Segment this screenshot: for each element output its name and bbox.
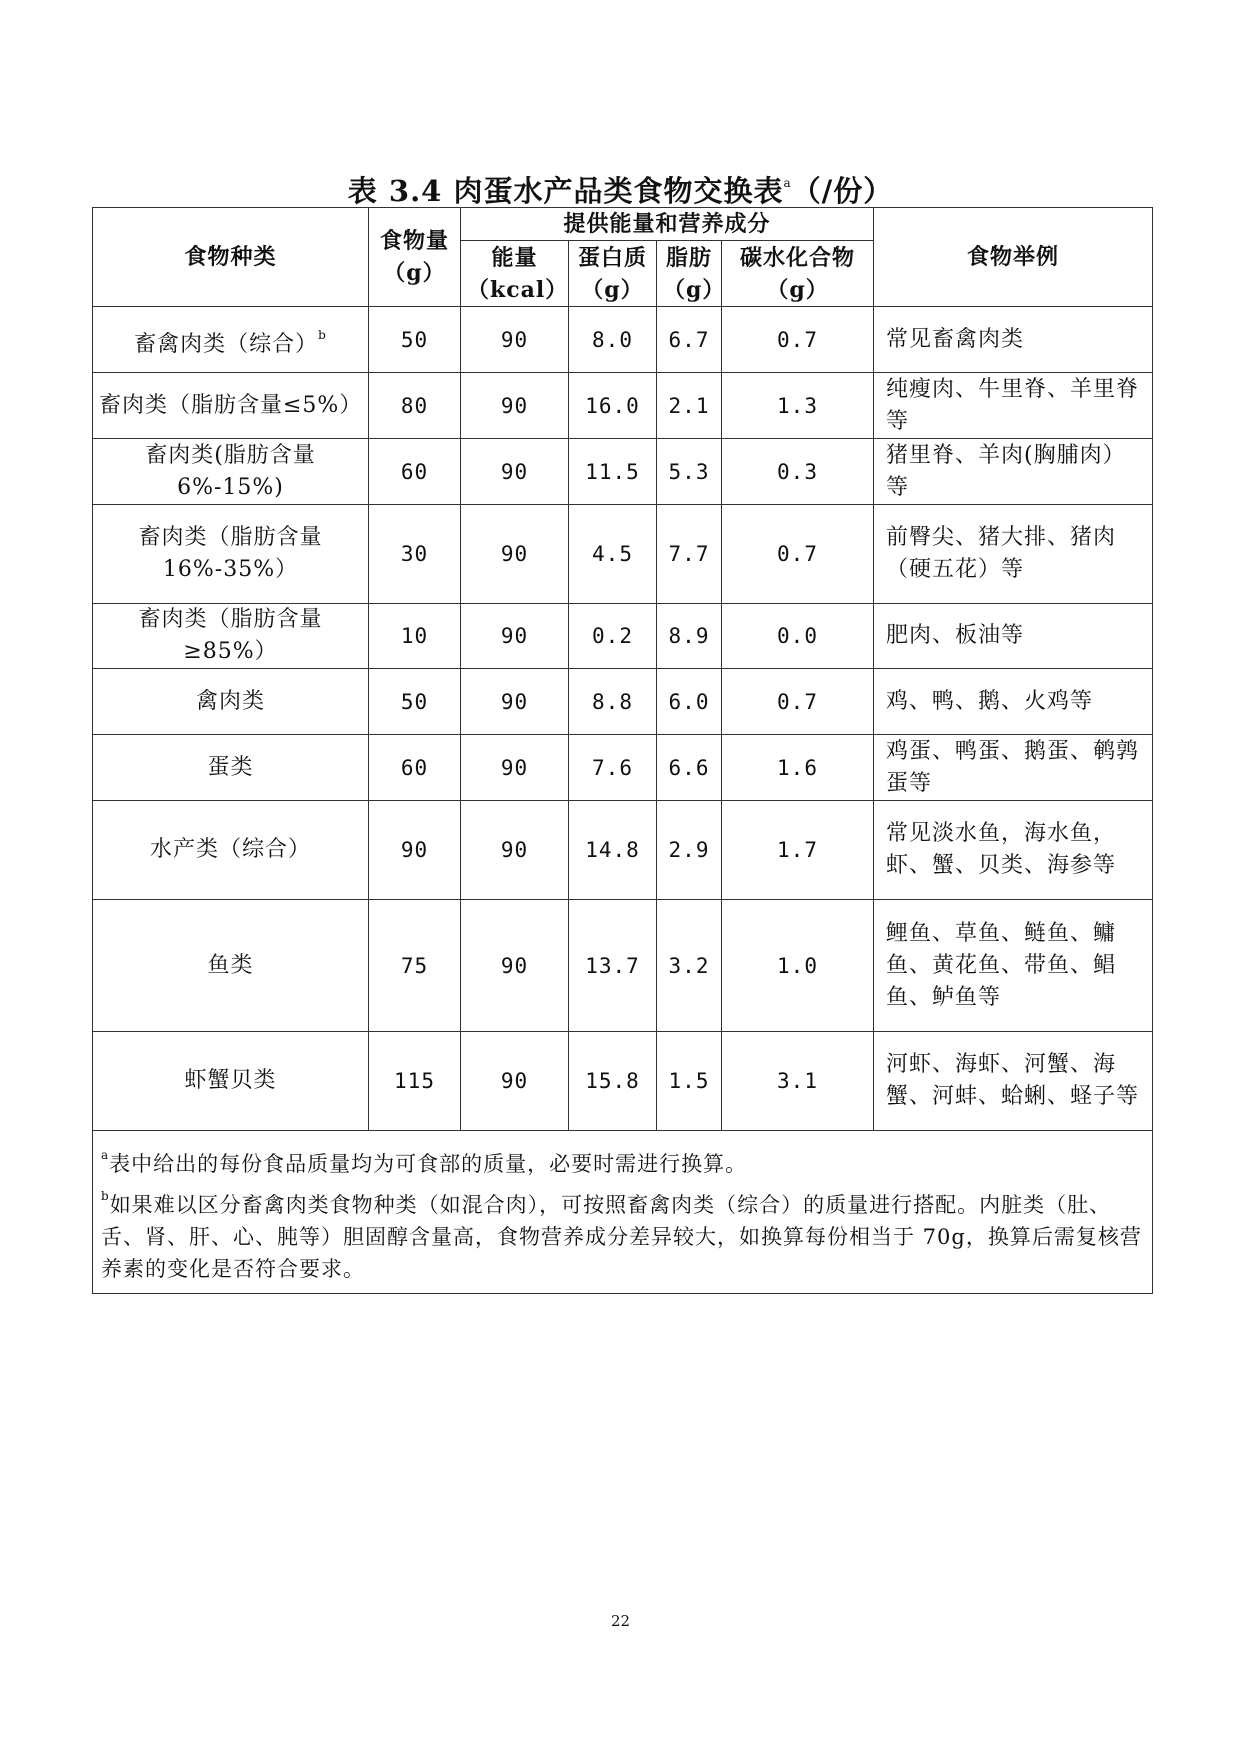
protein-cell: 13.7	[569, 900, 657, 1032]
header-carb-unit: （g）	[766, 276, 829, 303]
note-a	[101, 1139, 1142, 1180]
header-energy-label: 能量	[491, 244, 538, 271]
table-row	[93, 801, 1153, 900]
note-b-text: 如果难以区分畜禽肉类食物种类（如混合肉），可按照畜禽肉类（综合）的质量进行搭配。内脏类（肚、舌、肾、肝、心、肫等）胆固醇含量高，食物营养成分差异较大，如换算每份相当于 70g，换算后需复核营养素的变化是否符合要求。	[101, 1193, 1142, 1281]
examples-cell: 纯瘦肉、牛里脊、羊里脊等	[874, 373, 1153, 439]
fat-cell: 2.1	[657, 373, 722, 439]
carb-cell: 1.3	[722, 373, 874, 439]
examples-cell: 常见畜禽肉类	[874, 307, 1153, 373]
food-type-cell: 虾蟹贝类	[93, 1032, 369, 1131]
fat-cell: 8.9	[657, 604, 722, 669]
carb-cell: 1.7	[722, 801, 874, 900]
carb-cell: 3.1	[722, 1032, 874, 1131]
carb-cell: 0.0	[722, 604, 874, 669]
fat-cell: 3.2	[657, 900, 722, 1032]
amount-cell: 50	[369, 307, 461, 373]
fat-cell: 5.3	[657, 439, 722, 505]
fat-cell: 7.7	[657, 505, 722, 604]
protein-cell: 0.2	[569, 604, 657, 669]
examples-cell: 鸡、鸭、鹅、火鸡等	[874, 669, 1153, 735]
amount-cell: 10	[369, 604, 461, 669]
protein-cell: 4.5	[569, 505, 657, 604]
amount-cell: 90	[369, 801, 461, 900]
protein-cell: 7.6	[569, 735, 657, 801]
examples-cell: 猪里脊、羊肉(胸脯肉）等	[874, 439, 1153, 505]
header-protein	[569, 241, 657, 307]
header-protein-label: 蛋白质	[577, 244, 647, 271]
header-food-type: 食物种类	[93, 208, 369, 307]
examples-cell: 肥肉、板油等	[874, 604, 1153, 669]
amount-cell: 50	[369, 669, 461, 735]
energy-cell: 90	[461, 439, 569, 505]
examples-cell: 鸡蛋、鸭蛋、鹅蛋、鹌鹑蛋等	[874, 735, 1153, 801]
examples-cell: 前臀尖、猪大排、猪肉（硬五花）等	[874, 505, 1153, 604]
table-row	[93, 505, 1153, 604]
fat-cell: 6.6	[657, 735, 722, 801]
energy-cell: 90	[461, 373, 569, 439]
carb-cell: 0.7	[722, 505, 874, 604]
food-exchange-table	[92, 207, 1153, 1294]
carb-cell: 0.7	[722, 669, 874, 735]
table-row	[93, 307, 1153, 373]
header-amount-label: 食物量	[379, 228, 449, 254]
protein-cell: 11.5	[569, 439, 657, 505]
header-carb-label: 碳水化合物	[740, 244, 856, 271]
table-row	[93, 439, 1153, 505]
amount-cell: 60	[369, 735, 461, 801]
header-energy	[461, 241, 569, 307]
energy-cell: 90	[461, 669, 569, 735]
note-b-mark: b	[101, 1189, 110, 1203]
protein-cell: 8.8	[569, 669, 657, 735]
carb-cell: 1.6	[722, 735, 874, 801]
energy-cell: 90	[461, 900, 569, 1032]
carb-cell: 0.7	[722, 307, 874, 373]
examples-cell: 河虾、海虾、河蟹、海蟹、河蚌、蛤蜊、蛏子等	[874, 1032, 1153, 1131]
amount-cell: 115	[369, 1032, 461, 1131]
header-energy-unit: （kcal）	[467, 276, 569, 303]
amount-cell: 80	[369, 373, 461, 439]
header-fat-unit: （g）	[663, 276, 726, 303]
protein-cell: 14.8	[569, 801, 657, 900]
header-nutrients-group: 提供能量和营养成分	[461, 208, 874, 241]
protein-cell: 8.0	[569, 307, 657, 373]
energy-cell: 90	[461, 604, 569, 669]
food-type-cell: 水产类（综合）	[93, 801, 369, 900]
table-notes	[93, 1131, 1153, 1294]
amount-cell: 75	[369, 900, 461, 1032]
food-type-cell: 畜肉类(脂肪含量 6%-15%)	[93, 439, 369, 505]
amount-cell: 30	[369, 505, 461, 604]
food-type-cell: 畜肉类（脂肪含量16%-35%）	[93, 505, 369, 604]
header-examples: 食物举例	[874, 208, 1153, 307]
note-b	[101, 1180, 1142, 1285]
food-type-cell: 禽肉类	[93, 669, 369, 735]
page-number: 22	[610, 1612, 631, 1630]
food-type-name: 畜禽肉类（综合）	[134, 331, 319, 357]
fat-cell: 1.5	[657, 1032, 722, 1131]
header-carb	[722, 241, 874, 307]
food-type-cell: 畜肉类（脂肪含量≤5%）	[93, 373, 369, 439]
header-amount-unit: （g）	[383, 260, 446, 286]
notes-row	[93, 1131, 1153, 1294]
table-row	[93, 373, 1153, 439]
header-protein-unit: （g）	[581, 276, 644, 303]
protein-cell: 16.0	[569, 373, 657, 439]
carb-cell: 0.3	[722, 439, 874, 505]
examples-cell: 鲤鱼、草鱼、鲢鱼、鳙鱼、黄花鱼、带鱼、鲳鱼、鲈鱼等	[874, 900, 1153, 1032]
table-title-suffix: （/份）	[791, 174, 894, 208]
note-a-mark: a	[101, 1148, 110, 1162]
fat-cell: 6.7	[657, 307, 722, 373]
table-row	[93, 900, 1153, 1032]
food-type-cell: 畜肉类（脂肪含量≥85%）	[93, 604, 369, 669]
fat-cell: 6.0	[657, 669, 722, 735]
food-type-cell: 蛋类	[93, 735, 369, 801]
table-row	[93, 669, 1153, 735]
table-title	[92, 163, 1149, 211]
header-fat-label: 脂肪	[665, 244, 712, 271]
fat-cell: 2.9	[657, 801, 722, 900]
protein-cell: 15.8	[569, 1032, 657, 1131]
energy-cell: 90	[461, 1032, 569, 1131]
table-row	[93, 604, 1153, 669]
header-fat	[657, 241, 726, 307]
examples-cell: 常见淡水鱼，海水鱼，虾、蟹、贝类、海参等	[874, 801, 1153, 900]
note-a-text: 表中给出的每份食品质量均为可食部的质量，必要时需进行换算。	[109, 1152, 748, 1176]
food-type-cell	[93, 307, 369, 373]
table-row	[93, 1032, 1153, 1131]
energy-cell: 90	[461, 735, 569, 801]
energy-cell: 90	[461, 505, 569, 604]
header-row-1	[93, 208, 1153, 241]
table-row	[93, 735, 1153, 801]
energy-cell: 90	[461, 801, 569, 900]
table-title-text: 表 3.4 肉蛋水产品类食物交换表	[347, 174, 784, 208]
header-amount	[369, 208, 461, 307]
footnote-mark: b	[318, 327, 327, 342]
energy-cell: 90	[461, 307, 569, 373]
carb-cell: 1.0	[722, 900, 874, 1032]
food-type-cell: 鱼类	[93, 900, 369, 1032]
amount-cell: 60	[369, 439, 461, 505]
table-title-footnote-mark: a	[783, 176, 792, 190]
